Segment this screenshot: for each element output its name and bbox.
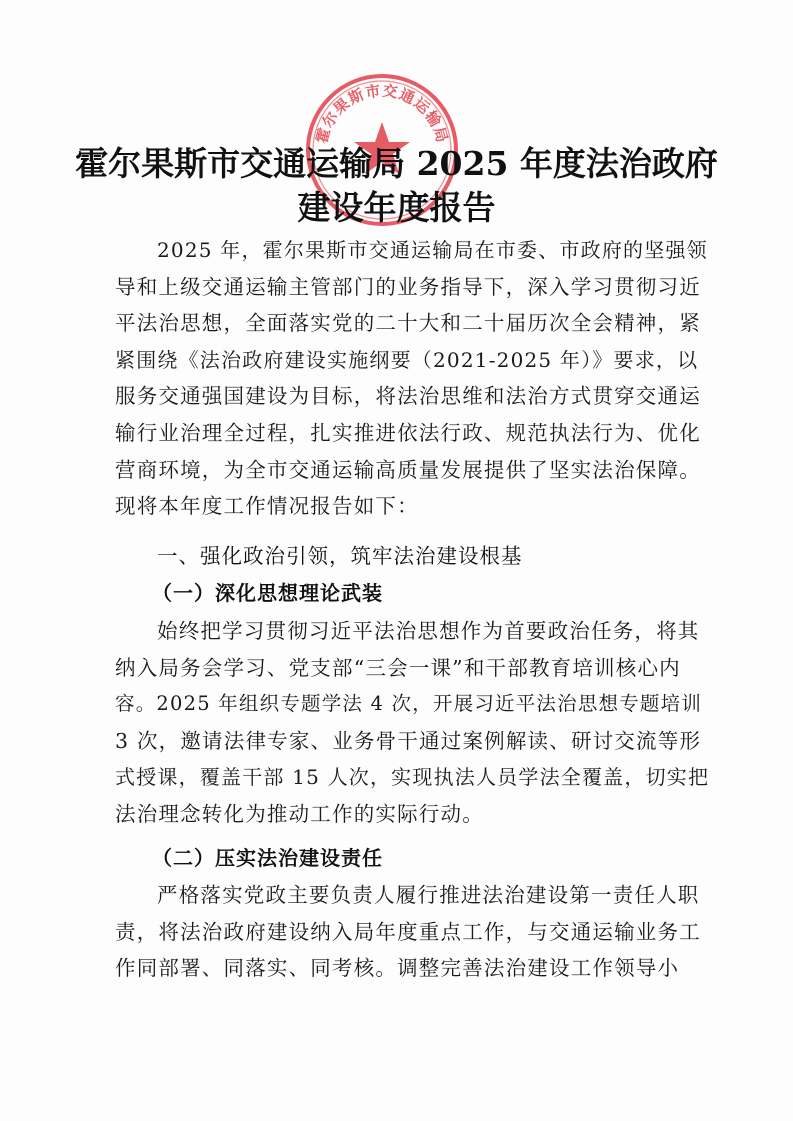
body-line: 容。2025 年组织专题学法 4 次，开展习近平法治思想专题培训 (115, 692, 703, 716)
body-line: 法治理念转化为推动工作的实际行动。 (115, 801, 484, 826)
seal-text: 霍尔果斯市交通运输局 (312, 81, 452, 146)
body-line: 纳入局务会学习、党支部“三会一课”和干部教育培训核心内 (115, 655, 681, 680)
intro-line: 导和上级交通运输主管部门的业务指导下，深入学习贯彻习近 (115, 274, 701, 299)
subsection-heading-1: （一）深化思想理论武装 (152, 581, 383, 605)
subsection-heading-2: （二）压实法治建设责任 (152, 846, 383, 870)
intro-line: 现将本年度工作情况报告如下： (115, 494, 419, 519)
section-heading-1: 一、强化政治引领，筑牢法治建设根基 (157, 544, 523, 568)
intro-line: 服务交通强国建设为目标，将法治思维和法治方式贯穿交通运 (115, 384, 701, 409)
intro-line: 平法治思想，全面落实党的二十大和二十届历次全会精神，紧 (115, 311, 701, 336)
body-line: 责，将法治政府建设纳入局年度重点工作，与交通运输业务工 (115, 919, 701, 944)
intro-line: 紧围绕《法治政府建设实施纲要（2021-2025 年）》要求，以 (115, 347, 699, 372)
document-title-line-1: 霍尔果斯市交通运输局 2025 年度法治政府 (75, 144, 718, 183)
intro-paragraph (115, 232, 710, 525)
subsection-2-paragraph (115, 877, 710, 987)
intro-line: 2025 年，霍尔果斯市交通运输局在市委、市政府的坚强领 (157, 238, 708, 262)
body-line: 3 次，邀请法律专家、业务骨干通过案例解读、研讨交流等形 (115, 728, 702, 753)
intro-line: 输行业治理全过程，扎实推进依法行政、规范执法行为、优化 (115, 420, 701, 445)
body-line: 式授课，覆盖干部 15 人次，实现执法人员学法全覆盖，切实把 (115, 765, 710, 790)
body-line: 始终把学习贯彻习近平法治思想作为首要政治任务，将其 (157, 619, 700, 643)
body-line: 作同部署、同落实、同考核。调整完善法治建设工作领导小 (115, 956, 680, 981)
intro-line: 营商环境，为全市交通运输高质量发展提供了坚实法治保障。 (115, 457, 701, 482)
subsection-1-paragraph (115, 613, 710, 833)
document-title-line-2: 建设年度报告 (297, 188, 496, 227)
body-line: 严格落实党政主要负责人履行推进法治建设第一责任人职 (157, 883, 700, 907)
